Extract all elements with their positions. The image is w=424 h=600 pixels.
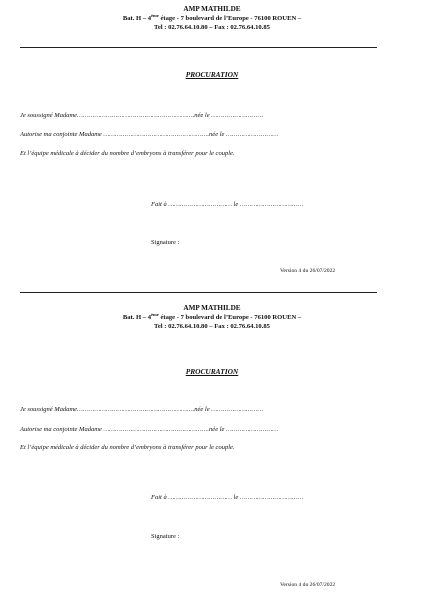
signature-label: Signature :	[151, 533, 180, 540]
cut-line	[20, 292, 377, 293]
organization-name: AMP MATHILDE	[183, 304, 241, 312]
declarant-line: Je soussigné Madame…………………………………………………….née le ………………………	[20, 406, 264, 413]
organization-name: AMP MATHILDE	[183, 5, 241, 13]
phone-fax-line: Tel : 02.76.64.10.80 – Fax : 02.76.64.10.85	[154, 323, 270, 330]
address-line: Bat. H – 4ème étage - 7 boulevard de l’Europe - 76100 ROUEN –	[122, 13, 302, 22]
document-title: PROCURATION	[185, 367, 239, 376]
signature-label: Signature :	[151, 239, 180, 246]
phone-fax-line: Tel : 02.76.64.10.80 – Fax : 02.76.64.10.85	[154, 24, 270, 31]
spouse-line: Autorise ma conjointe Madame ……………………………………………….née le ………………………	[20, 131, 279, 138]
letterhead	[0, 5, 424, 32]
version-note: Version 4 du 26/07/2022	[280, 582, 336, 588]
spouse-line: Autorise ma conjointe Madame ……………………………………………….née le ………………………	[20, 426, 279, 433]
medical-team-line: Et l’équipe médicale à décider du nombre d’embryons à transférer pour le couple.	[20, 150, 235, 157]
version-note: Version 4 du 26/07/2022	[280, 268, 336, 274]
medical-team-line: Et l’équipe médicale à décider du nombre d’embryons à transférer pour le couple.	[20, 444, 235, 451]
declarant-line: Je soussigné Madame…………………………………………………….née le ………………………	[20, 112, 264, 119]
place-date-line: Fait à …………………………… le ……………………………	[151, 201, 304, 208]
address-line: Bat. H – 4ème étage - 7 boulevard de l’Europe - 76100 ROUEN –	[122, 312, 302, 321]
procuration-copy-bottom	[0, 300, 424, 600]
place-date-line: Fait à …………………………… le ……………………………	[151, 494, 304, 501]
header-divider	[20, 47, 377, 48]
letterhead	[0, 304, 424, 331]
document-title: PROCURATION	[185, 70, 239, 79]
